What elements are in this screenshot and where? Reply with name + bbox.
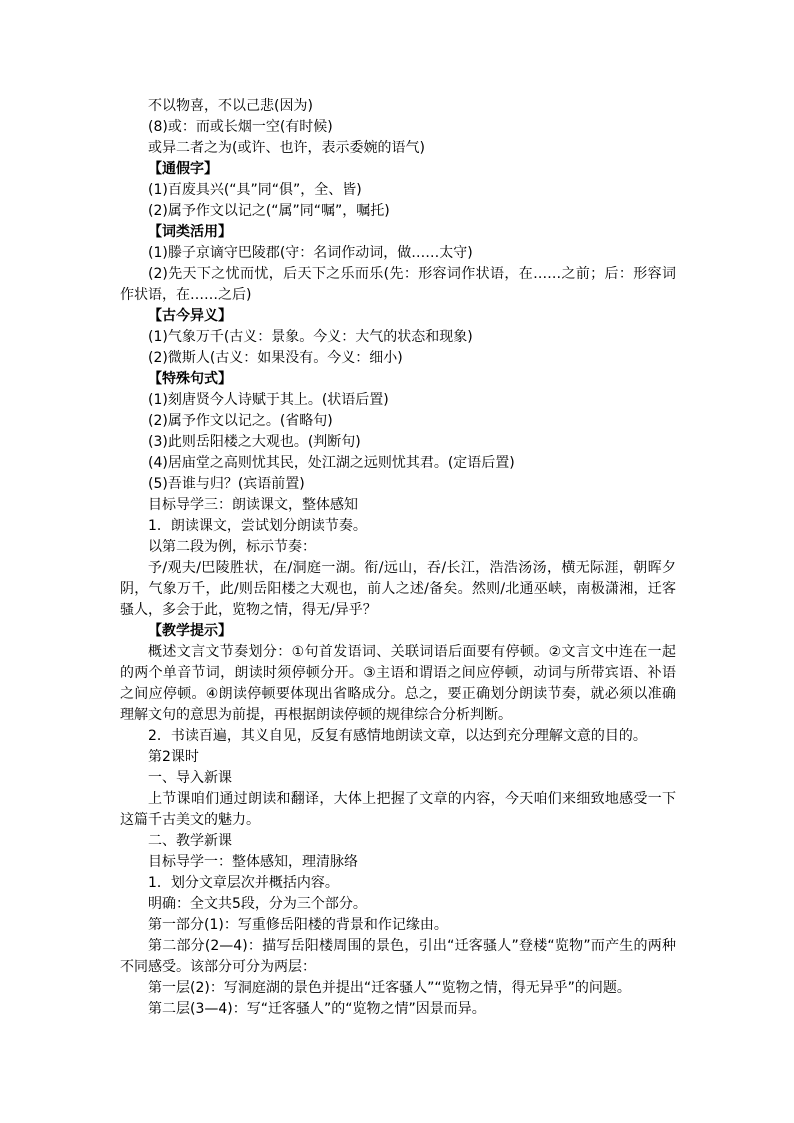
text-paragraph: 概述文言文节奏划分：①句首发语词、关联词语后面要有停顿。②文言文中连在一起的两个单音节词，朗读时须停顿分开。③主语和谓语之间应停顿，动词与所带宾语、补语之间应停顿。④朗读停顿要体现出省略成分。总之，要正确划分朗读节奏，就必须以准确理解文句的意思为前提，再根据朗读停顿的规律综合分析判断。 xyxy=(120,644,676,723)
text-line: (8)或：而或长烟一空(有时候) xyxy=(148,119,333,135)
text-line: (2)属予作文以记之。(省略句) xyxy=(148,413,333,429)
text-line: 2．书读百遍，其义自见，反复有感情地朗读文章，以达到充分理解文意的目的。 xyxy=(148,728,647,744)
goal-heading: 目标导学三：朗读课文，整体感知 xyxy=(148,497,358,513)
text-line: 明确：全文共5段，分为三个部分。 xyxy=(148,896,367,912)
text-line: 不以物喜，不以己悲(因为) xyxy=(148,98,313,114)
text-line: (2)属予作文以记之(“属”同“嘱”，嘱托) xyxy=(148,203,390,219)
text-line: 第一层(2)：写洞庭湖的景色并提出“迁客骚人”“览物之情，得无异乎”的问题。 xyxy=(148,980,631,996)
text-line: 第一部分(1)：写重修岳阳楼的背景和作记缘由。 xyxy=(148,917,448,933)
text-line: 或异二者之为(或许、也许，表示委婉的语气) xyxy=(148,140,425,156)
section-heading: 【古今异义】 xyxy=(148,308,232,324)
lesson-heading: 第2课时 xyxy=(148,749,199,765)
text-line: (5)吾谁与归？(宾语前置) xyxy=(148,476,305,492)
text-line: 一、导入新课 xyxy=(148,770,232,786)
section-heading: 【特殊句式】 xyxy=(148,371,232,387)
text-line: 1．划分文章层次并概括内容。 xyxy=(148,875,339,891)
text-paragraph: 上节课咱们通过朗读和翻译，大体上把握了文章的内容，今天咱们来细致地感受一下这篇千古美文的魅力。 xyxy=(120,791,676,828)
goal-heading: 目标导学一：整体感知，理清脉络 xyxy=(148,854,358,870)
text-line: (2)微斯人(古义：如果没有。今义：细小) xyxy=(148,350,403,366)
text-paragraph: (2)先天下之忧而忧，后天下之乐而乐(先：形容词作状语，在……之前；后：形容词作状语，在……之后) xyxy=(120,266,676,303)
section-heading: 【教学提示】 xyxy=(148,623,232,639)
section-heading: 【通假字】 xyxy=(148,161,218,177)
text-line: 1．朗读课文，尝试划分朗读节奏。 xyxy=(148,518,367,534)
text-line: 第二层(3—4)：写“迁客骚人”的“览物之情”因景而异。 xyxy=(148,1001,486,1017)
text-line: (1)百废具兴(“具”同“俱”，全、皆) xyxy=(148,182,362,198)
document-page xyxy=(120,96,676,1020)
text-line: (1)刻唐贤今人诗赋于其上。(状语后置) xyxy=(148,392,389,408)
text-line: (3)此则岳阳楼之大观也。(判断句) xyxy=(148,434,361,450)
text-paragraph: 第二部分(2—4)：描写岳阳楼周围的景色，引出“迁客骚人”登楼“览物”而产生的两种不同感受。该部分可分为两层： xyxy=(120,938,676,975)
text-line: (1)滕子京谪守巴陵郡(守：名词作动词，做……太守) xyxy=(148,245,473,261)
text-line: (1)气象万千(古义：景象。今义：大气的状态和现象) xyxy=(148,329,473,345)
text-line: (4)居庙堂之高则忧其民，处江湖之远则忧其君。(定语后置) xyxy=(148,455,515,471)
text-line: 以第二段为例，标示节奏： xyxy=(148,539,316,555)
section-heading: 【词类活用】 xyxy=(148,224,232,240)
text-paragraph: 予/观夫/巴陵胜状，在/洞庭一湖。衔/远山，吞/长江，浩浩汤汤，横无际涯，朝晖夕阴，气象万千，此/则岳阳楼之大观也，前人之述/备矣。然则/北通巫峡，南极潇湘，迁客骚人，多会于此，览物之情，得无/异乎？ xyxy=(120,560,676,618)
text-line: 二、教学新课 xyxy=(148,833,232,849)
